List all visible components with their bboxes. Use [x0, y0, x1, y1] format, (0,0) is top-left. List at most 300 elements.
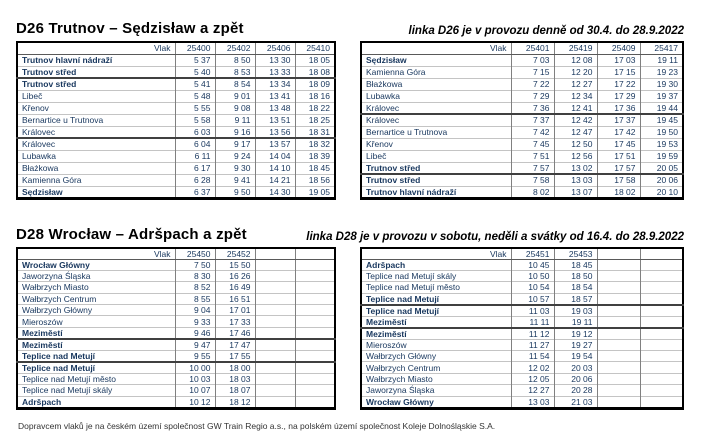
departure-time: 8 54 — [215, 78, 255, 90]
departure-time — [597, 396, 640, 408]
station-row — [17, 293, 335, 304]
departure-time: 20 06 — [640, 174, 683, 186]
departure-time: 10 45 — [511, 259, 554, 270]
departure-time — [255, 293, 295, 304]
departure-time: 18 08 — [295, 66, 335, 78]
departure-time: 9 04 — [175, 305, 215, 316]
departure-time: 5 48 — [175, 90, 215, 102]
station-row — [17, 78, 335, 90]
departure-time: 7 22 — [511, 78, 554, 90]
train-number-header: 25400 — [175, 42, 215, 54]
departure-time: 17 42 — [597, 126, 640, 138]
station-name: Královec — [361, 102, 511, 114]
departure-time: 13 03 — [554, 174, 597, 186]
departure-time: 18 39 — [295, 150, 335, 162]
departure-time: 17 29 — [597, 90, 640, 102]
departure-time: 18 02 — [597, 186, 640, 198]
station-name: Wałbrzych Miasto — [361, 373, 511, 384]
station-name: Wałbrzych Główny — [17, 305, 175, 316]
train-number-header — [640, 248, 683, 260]
station-row — [361, 305, 683, 317]
departure-time: 13 30 — [255, 54, 295, 66]
departure-time: 18 32 — [295, 138, 335, 150]
station-row — [17, 396, 335, 408]
departure-time: 18 56 — [295, 174, 335, 186]
departure-time — [597, 351, 640, 362]
station-row — [361, 162, 683, 174]
departure-time: 17 33 — [215, 316, 255, 327]
departure-time — [295, 362, 335, 374]
station-row — [361, 90, 683, 102]
departure-time — [295, 350, 335, 362]
departure-time: 8 02 — [511, 186, 554, 198]
departure-time — [255, 282, 295, 293]
train-number-header — [597, 248, 640, 260]
station-row — [17, 282, 335, 293]
departure-time: 18 12 — [215, 396, 255, 408]
departure-time: 7 29 — [511, 90, 554, 102]
station-row — [361, 339, 683, 350]
departure-time: 19 27 — [554, 339, 597, 350]
departure-time: 11 12 — [511, 328, 554, 340]
train-label-header: Vlak — [17, 42, 175, 54]
train-number-header: 25453 — [554, 248, 597, 260]
departure-time: 12 27 — [511, 385, 554, 396]
departure-time: 19 05 — [295, 186, 335, 198]
station-row — [17, 114, 335, 126]
departure-time: 14 10 — [255, 162, 295, 174]
departure-time — [640, 270, 683, 281]
station-name: Meziměstí — [17, 339, 175, 351]
station-row — [361, 259, 683, 270]
section-d28 — [16, 226, 684, 410]
train-number-header: 25450 — [175, 248, 215, 260]
station-row — [17, 186, 335, 198]
departure-time: 18 07 — [215, 385, 255, 396]
train-number-header: 25451 — [511, 248, 554, 260]
departure-time: 6 17 — [175, 162, 215, 174]
station-row — [17, 339, 335, 351]
departure-time: 7 15 — [511, 66, 554, 78]
departure-time: 19 59 — [640, 150, 683, 162]
departure-time: 8 55 — [175, 293, 215, 304]
station-row — [17, 138, 335, 150]
departure-time — [640, 316, 683, 328]
section-d28-header — [16, 226, 684, 243]
train-number-header: 25409 — [597, 42, 640, 54]
station-row — [17, 162, 335, 174]
station-name: Teplice nad Metují — [17, 350, 175, 362]
train-number-header: 25419 — [554, 42, 597, 54]
departure-time: 18 45 — [295, 162, 335, 174]
departure-time: 21 03 — [554, 396, 597, 408]
departure-time: 16 51 — [215, 293, 255, 304]
departure-time: 9 24 — [215, 150, 255, 162]
departure-time — [255, 373, 295, 384]
departure-time: 13 34 — [255, 78, 295, 90]
station-row — [361, 328, 683, 340]
train-number-header — [295, 248, 335, 260]
departure-time — [255, 327, 295, 339]
departure-time: 9 46 — [175, 327, 215, 339]
station-name: Královec — [361, 114, 511, 126]
departure-time: 11 03 — [511, 305, 554, 317]
departure-time — [255, 270, 295, 281]
departure-time: 8 50 — [215, 54, 255, 66]
departure-time — [295, 282, 335, 293]
station-name: Meziměstí — [361, 316, 511, 328]
station-row — [361, 54, 683, 66]
departure-time: 9 55 — [175, 350, 215, 362]
departure-time: 8 53 — [215, 66, 255, 78]
departure-time — [597, 373, 640, 384]
timetable-document — [16, 20, 690, 431]
departure-time: 5 58 — [175, 114, 215, 126]
departure-time: 5 41 — [175, 78, 215, 90]
station-row — [17, 66, 335, 78]
departure-time — [295, 316, 335, 327]
departure-time: 12 08 — [554, 54, 597, 66]
departure-time: 19 50 — [640, 126, 683, 138]
station-row — [361, 150, 683, 162]
departure-time: 13 02 — [554, 162, 597, 174]
departure-time — [255, 339, 295, 351]
station-name: Wrocław Główny — [361, 396, 511, 408]
departure-time: 17 55 — [215, 350, 255, 362]
departure-time — [295, 259, 335, 270]
station-name: Teplice nad Metují — [361, 293, 511, 305]
departure-time: 9 17 — [215, 138, 255, 150]
departure-time: 12 47 — [554, 126, 597, 138]
departure-time: 16 26 — [215, 270, 255, 281]
station-name: Trutnov střed — [361, 162, 511, 174]
departure-time: 13 48 — [255, 102, 295, 114]
departure-time — [640, 282, 683, 293]
departure-time: 20 28 — [554, 385, 597, 396]
station-row — [17, 316, 335, 327]
station-row — [17, 259, 335, 270]
departure-time: 9 11 — [215, 114, 255, 126]
departure-time: 14 21 — [255, 174, 295, 186]
departure-time — [295, 385, 335, 396]
service-note-d26: linka D26 je v provozu denně od 30.4. do 28.9.2022 — [408, 25, 684, 37]
departure-time — [295, 396, 335, 408]
station-name: Trutnov střed — [17, 78, 175, 90]
station-row — [17, 327, 335, 339]
departure-time: 9 50 — [215, 186, 255, 198]
station-row — [17, 90, 335, 102]
station-row — [17, 270, 335, 281]
departure-time: 15 50 — [215, 259, 255, 270]
departure-time: 9 08 — [215, 102, 255, 114]
departure-time: 12 34 — [554, 90, 597, 102]
departure-time: 17 15 — [597, 66, 640, 78]
departure-time: 7 58 — [511, 174, 554, 186]
departure-time: 18 09 — [295, 78, 335, 90]
station-row — [361, 316, 683, 328]
departure-time: 18 57 — [554, 293, 597, 305]
station-row — [17, 305, 335, 316]
departure-time: 10 50 — [511, 270, 554, 281]
departure-time: 20 06 — [554, 373, 597, 384]
station-row — [361, 282, 683, 293]
train-number-header: 25402 — [215, 42, 255, 54]
station-row — [17, 174, 335, 186]
station-name: Błażkowa — [361, 78, 511, 90]
station-name: Wałbrzych Miasto — [17, 282, 175, 293]
station-row — [361, 174, 683, 186]
departure-time: 12 27 — [554, 78, 597, 90]
departure-time: 19 45 — [640, 114, 683, 126]
operator-footnote: Dopravcem vlaků je na českém území společnost GW Train Regio a.s., na polském území společnost Koleje Dolnośląskie S.A. — [18, 420, 496, 431]
departure-time: 13 07 — [554, 186, 597, 198]
departure-time: 12 20 — [554, 66, 597, 78]
departure-time: 6 04 — [175, 138, 215, 150]
departure-time — [255, 385, 295, 396]
timetable-d28-return — [360, 247, 684, 410]
departure-time: 18 00 — [215, 362, 255, 374]
station-row — [361, 293, 683, 305]
departure-time — [295, 293, 335, 304]
departure-time: 19 44 — [640, 102, 683, 114]
service-note-d28: linka D28 je v provozu v sobotu, neděli a svátky od 16.4. do 28.9.2022 — [306, 230, 684, 243]
departure-time — [255, 305, 295, 316]
station-name: Teplice nad Metují město — [17, 373, 175, 384]
departure-time: 5 55 — [175, 102, 215, 114]
station-row — [17, 150, 335, 162]
header-row — [361, 248, 683, 260]
departure-time — [597, 362, 640, 373]
departure-time: 9 01 — [215, 90, 255, 102]
timetable-d26-return — [360, 41, 684, 200]
station-name: Lubawka — [17, 150, 175, 162]
station-name: Wałbrzych Centrum — [361, 362, 511, 373]
header-row — [17, 248, 335, 260]
station-row — [17, 54, 335, 66]
departure-time: 6 03 — [175, 126, 215, 138]
departure-time — [295, 305, 335, 316]
station-name: Teplice nad Metují skály — [361, 270, 511, 281]
station-name: Teplice nad Metují město — [361, 282, 511, 293]
station-row — [361, 373, 683, 384]
departure-time: 17 57 — [597, 162, 640, 174]
station-name: Błażkowa — [17, 162, 175, 174]
station-name: Bernartice u Trutnova — [17, 114, 175, 126]
station-row — [361, 351, 683, 362]
station-name: Kamienna Góra — [361, 66, 511, 78]
header-row — [361, 42, 683, 54]
departure-time: 14 30 — [255, 186, 295, 198]
departure-time: 17 45 — [597, 138, 640, 150]
station-name: Teplice nad Metují — [17, 362, 175, 374]
station-name: Bernartice u Trutnova — [361, 126, 511, 138]
train-number-header: 25406 — [255, 42, 295, 54]
departure-time: 8 30 — [175, 270, 215, 281]
train-label-header: Vlak — [361, 248, 511, 260]
section-d26-header — [16, 20, 684, 37]
departure-time: 17 01 — [215, 305, 255, 316]
departure-time: 17 51 — [597, 150, 640, 162]
departure-time — [597, 259, 640, 270]
departure-time — [295, 339, 335, 351]
departure-time — [640, 362, 683, 373]
station-name: Teplice nad Metují skály — [17, 385, 175, 396]
departure-time — [597, 305, 640, 317]
departure-time — [255, 350, 295, 362]
departure-time — [597, 270, 640, 281]
departure-time: 9 33 — [175, 316, 215, 327]
station-row — [361, 138, 683, 150]
timetable-d28-outbound — [16, 247, 336, 410]
departure-time: 10 54 — [511, 282, 554, 293]
departure-time — [640, 339, 683, 350]
header-row — [17, 42, 335, 54]
station-name: Mieroszów — [17, 316, 175, 327]
departure-time — [255, 316, 295, 327]
train-number-header: 25410 — [295, 42, 335, 54]
station-row — [17, 373, 335, 384]
station-row — [17, 102, 335, 114]
departure-time: 6 28 — [175, 174, 215, 186]
departure-time: 13 51 — [255, 114, 295, 126]
departure-time: 18 45 — [554, 259, 597, 270]
departure-time — [640, 293, 683, 305]
station-name: Wałbrzych Centrum — [17, 293, 175, 304]
departure-time — [640, 259, 683, 270]
departure-time: 19 12 — [554, 328, 597, 340]
departure-time: 5 37 — [175, 54, 215, 66]
departure-time: 13 41 — [255, 90, 295, 102]
station-name: Křenov — [17, 102, 175, 114]
departure-time — [295, 270, 335, 281]
departure-time: 7 50 — [175, 259, 215, 270]
departure-time: 17 03 — [597, 54, 640, 66]
train-number-header: 25452 — [215, 248, 255, 260]
departure-time: 8 52 — [175, 282, 215, 293]
station-name: Adršpach — [366, 259, 406, 270]
departure-time: 9 30 — [215, 162, 255, 174]
departure-time — [640, 328, 683, 340]
station-name: Královec — [17, 138, 175, 150]
departure-time: 19 23 — [640, 66, 683, 78]
line-title-d26: D26 Trutnov – Sędzisław a zpět — [16, 20, 244, 37]
departure-time: 13 03 — [511, 396, 554, 408]
station-name: Královec — [17, 126, 175, 138]
station-row — [361, 385, 683, 396]
departure-time: 12 42 — [554, 114, 597, 126]
departure-time: 10 03 — [175, 373, 215, 384]
departure-time: 19 11 — [640, 54, 683, 66]
departure-time: 17 58 — [597, 174, 640, 186]
station-name: Křenov — [361, 138, 511, 150]
station-row — [361, 186, 683, 198]
station-name: Wrocław Główny — [22, 259, 90, 270]
station-name: Trutnov střed — [361, 174, 511, 186]
departure-time: 20 05 — [640, 162, 683, 174]
station-row — [361, 78, 683, 90]
departure-time: 13 33 — [255, 66, 295, 78]
departure-time — [597, 385, 640, 396]
train-number-header — [255, 248, 295, 260]
departure-time: 18 31 — [295, 126, 335, 138]
station-row — [17, 385, 335, 396]
station-name: Mieroszów — [361, 339, 511, 350]
departure-time: 17 46 — [215, 327, 255, 339]
train-number-header: 25401 — [511, 42, 554, 54]
departure-time: 6 11 — [175, 150, 215, 162]
departure-time: 13 57 — [255, 138, 295, 150]
station-row — [361, 270, 683, 281]
departure-time: 16 49 — [215, 282, 255, 293]
departure-time: 5 40 — [175, 66, 215, 78]
departure-time: 17 22 — [597, 78, 640, 90]
station-name: Lubawka — [361, 90, 511, 102]
departure-time: 19 54 — [554, 351, 597, 362]
departure-time: 18 25 — [295, 114, 335, 126]
departure-time: 9 41 — [215, 174, 255, 186]
departure-time: 7 03 — [511, 54, 554, 66]
departure-time: 20 10 — [640, 186, 683, 198]
station-row — [361, 102, 683, 114]
departure-time: 12 41 — [554, 102, 597, 114]
departure-time: 11 54 — [511, 351, 554, 362]
station-name: Meziměstí — [361, 328, 511, 340]
departure-time: 18 22 — [295, 102, 335, 114]
departure-time — [597, 316, 640, 328]
station-row — [361, 362, 683, 373]
station-name: Sędzisław — [17, 186, 175, 198]
station-row — [17, 126, 335, 138]
departure-time — [597, 339, 640, 350]
station-name: Sędzisław — [366, 55, 407, 65]
departure-time: 12 56 — [554, 150, 597, 162]
departure-time: 10 12 — [175, 396, 215, 408]
station-name: Adršpach — [17, 396, 175, 408]
departure-time — [640, 396, 683, 408]
station-name: Libeč — [17, 90, 175, 102]
departure-time: 9 16 — [215, 126, 255, 138]
train-label-header: Vlak — [17, 248, 175, 260]
station-row — [361, 396, 683, 408]
station-row — [361, 114, 683, 126]
departure-time: 18 54 — [554, 282, 597, 293]
station-row — [361, 66, 683, 78]
departure-time: 7 42 — [511, 126, 554, 138]
departure-time: 19 53 — [640, 138, 683, 150]
departure-time: 12 02 — [511, 362, 554, 373]
departure-time — [640, 385, 683, 396]
train-label-header: Vlak — [361, 42, 511, 54]
departure-time: 6 37 — [175, 186, 215, 198]
departure-time: 20 03 — [554, 362, 597, 373]
departure-time: 7 36 — [511, 102, 554, 114]
departure-time — [640, 305, 683, 317]
station-row — [17, 362, 335, 374]
departure-time: 7 51 — [511, 150, 554, 162]
departure-time: 10 00 — [175, 362, 215, 374]
train-number-header: 25417 — [640, 42, 683, 54]
section-d26-tables — [16, 41, 684, 200]
departure-time — [640, 351, 683, 362]
departure-time: 10 57 — [511, 293, 554, 305]
departure-time: 13 56 — [255, 126, 295, 138]
departure-time: 9 47 — [175, 339, 215, 351]
departure-time: 11 27 — [511, 339, 554, 350]
station-name: Trutnov střed — [17, 66, 175, 78]
departure-time: 18 03 — [215, 373, 255, 384]
departure-time: 10 07 — [175, 385, 215, 396]
station-name: Wałbrzych Główny — [361, 351, 511, 362]
